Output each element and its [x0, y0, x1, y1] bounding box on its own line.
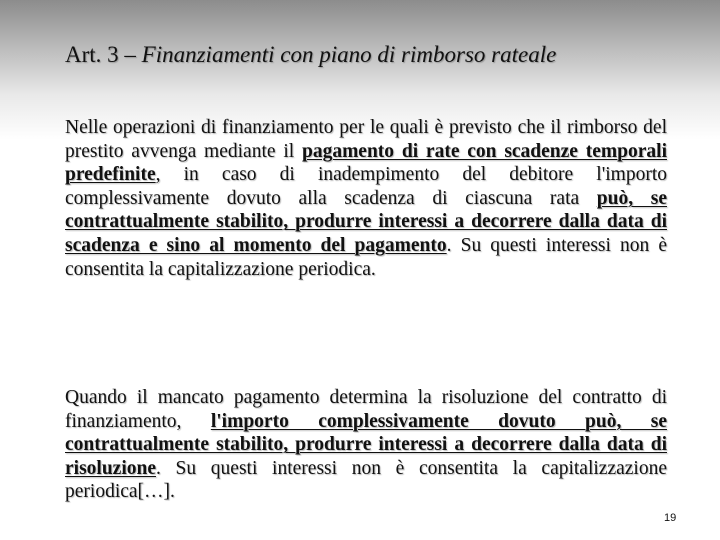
paragraph-1-emphasis: pagamento di rate con scadenze temporali predefinite — [65, 140, 667, 186]
page-number: 19 — [664, 512, 677, 524]
paragraph-1-segment: . Su questi interessi non è consentita la capitalizzazione periodica. — [65, 234, 667, 280]
title-italic: Finanziamenti con piano di rimborso rateale — [141, 42, 557, 67]
paragraph-1 — [65, 116, 667, 281]
paragraph-2 — [65, 386, 667, 504]
paragraph-1-segment: , in caso di inadempimento del debitore l'importo complessivamente dovuto alla scadenza di ciascuna rata — [65, 164, 667, 209]
slide-title — [65, 40, 705, 70]
paragraph-1-segment: Nelle operazioni di finanziamento per le quali è previsto che il rimborso del prestito avvenga mediante il — [65, 117, 667, 162]
title-prefix: Art. 3 – — [65, 42, 142, 67]
paragraph-1-emphasis: può, se contrattualmente stabilito, produrre interessi a decorrere dalla data di scadenza e sino al momento del pagamento — [65, 187, 668, 256]
paragraph-2-segment: . Su questi interessi non è consentita la capitalizzazione periodica[…]. — [65, 457, 667, 503]
paragraph-2-segment: Quando il mancato pagamento determina la risoluzione del contratto di finanziamento, — [65, 387, 667, 432]
paragraph-2-emphasis: l'importo complessivamente dovuto può, se contrattualmente stabilito, produrre interessi a decorrere dalla data di risoluzione — [65, 410, 667, 479]
